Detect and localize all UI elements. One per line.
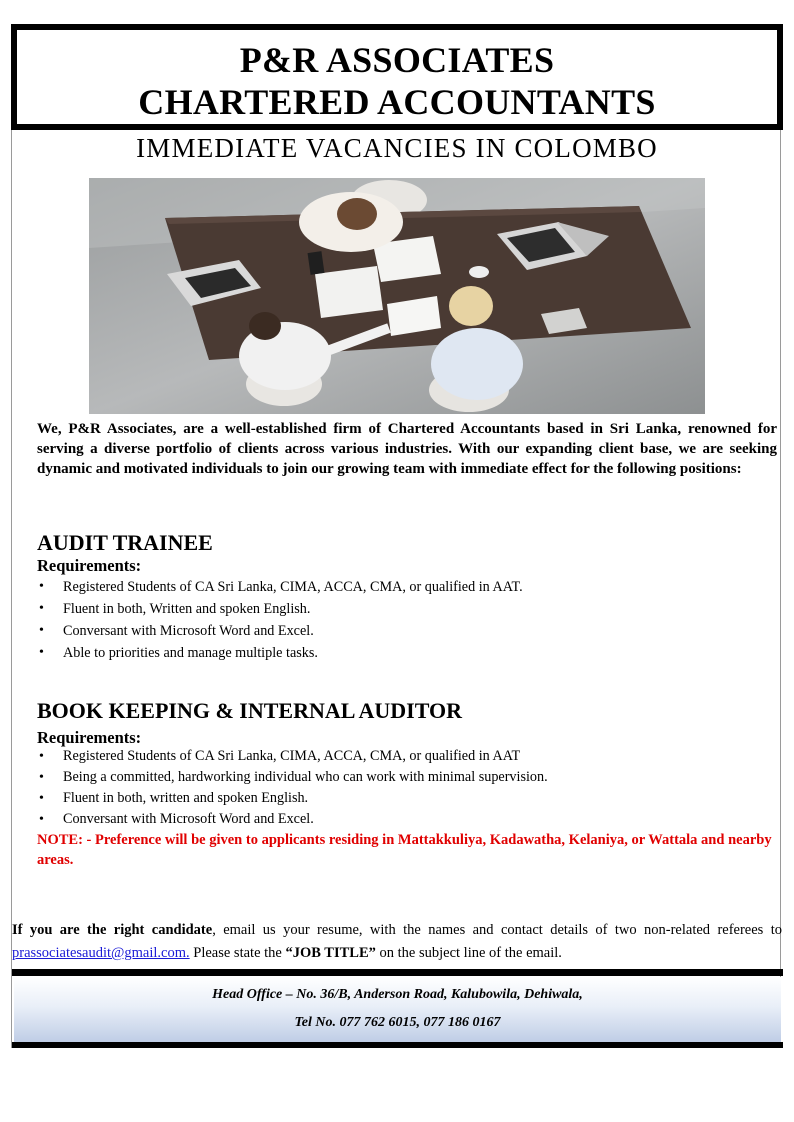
job-title-emphasis: “JOB TITLE” <box>285 945 376 961</box>
intro-paragraph: We, P&R Associates, are a well-established firm of Chartered Accountants based in Sri Lanka, renowned for serving a diverse portfolio of clients across various industries. With our expanding client base, we are seeking dynamic and motivated individuals to join our growing team with immediate effect for the following positions: <box>37 421 777 477</box>
list-item: • Able to priorities and manage multiple tasks. <box>37 642 523 664</box>
list-item: • Fluent in both, Written and spoken English. <box>37 598 523 620</box>
footer-divider <box>12 969 783 976</box>
email-link[interactable]: prassociatesaudit@gmail.com. <box>12 945 190 961</box>
company-type: CHARTERED ACCOUNTANTS <box>138 82 656 122</box>
list-item: • Conversant with Microsoft Word and Excel. <box>37 809 548 830</box>
vacancy-subtitle: IMMEDIATE VACANCIES IN COLOMBO <box>136 133 658 163</box>
list-item: • Being a committed, hardworking individual who can work with minimal supervision. <box>37 767 548 788</box>
apply-text: Please state the <box>189 945 286 961</box>
apply-text: on the subject line of the email. <box>375 945 562 961</box>
list-item: • Conversant with Microsoft Word and Excel. <box>37 620 523 642</box>
telephone-numbers: Tel No. 077 762 6015, 077 186 0167 <box>294 1015 501 1030</box>
application-instructions <box>12 919 782 965</box>
list-item: • Registered Students of CA Sri Lanka, CIMA, ACCA, CMA, or qualified in AAT. <box>37 576 523 598</box>
head-office-address: Head Office – No. 36/B, Anderson Road, Kalubowila, Dehiwala, <box>212 987 583 1002</box>
position-title-bookkeeping: BOOK KEEPING & INTERNAL AUDITOR <box>37 698 463 723</box>
requirements-label: Requirements: <box>37 728 142 747</box>
apply-lead: If you are the right candidate <box>12 922 213 938</box>
office-meeting-photo <box>89 178 705 414</box>
apply-text: , email us your resume, with the names and contact details of two non-related referees to <box>212 922 782 938</box>
list-item: • Fluent in both, written and spoken English. <box>37 788 548 809</box>
company-name: P&R ASSOCIATES <box>239 40 555 80</box>
company-title-box <box>11 24 783 130</box>
position-title-audit-trainee: AUDIT TRAINEE <box>37 530 213 555</box>
footer-contact <box>14 977 781 1042</box>
preference-note: NOTE: - Preference will be given to applicants residing in Mattakkuliya, Kadawatha, Kelaniya, or Wattala and nearby areas. <box>37 832 772 868</box>
requirements-label: Requirements: <box>37 556 142 575</box>
audit-trainee-requirements <box>37 576 523 664</box>
footer-divider <box>12 1042 783 1048</box>
list-item: • Registered Students of CA Sri Lanka, CIMA, ACCA, CMA, or qualified in AAT <box>37 746 548 767</box>
bookkeeping-requirements <box>37 746 548 830</box>
